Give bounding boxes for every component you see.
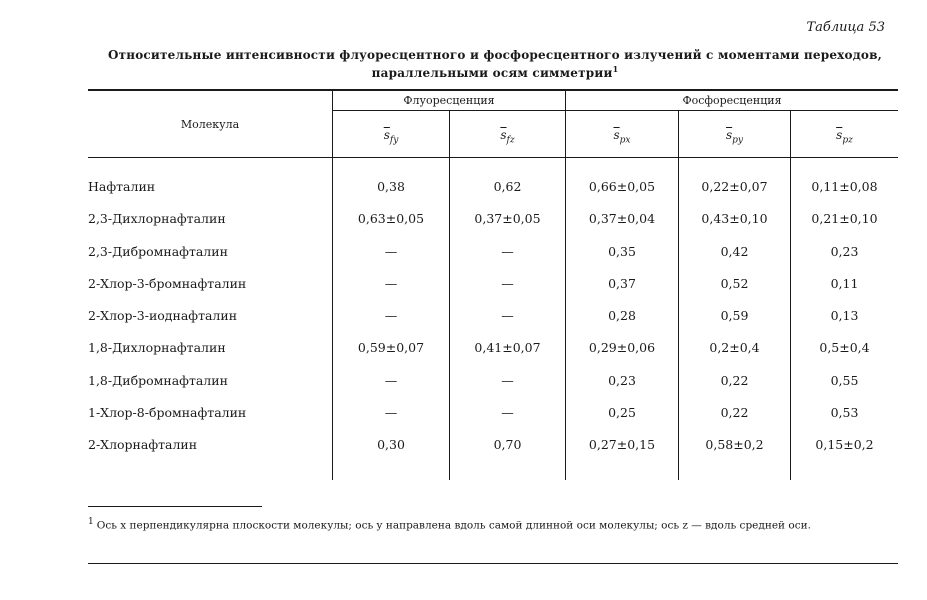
table-row <box>0 211 927 231</box>
caption-line-1: Относительные интенсивности флуоресцентного и фосфоресцентного излучений с моментами переходов, <box>107 48 883 62</box>
cell-s-pz: 0,5±0,4 <box>819 340 870 355</box>
cell-s-px: 0,23 <box>608 373 636 388</box>
cell-s-py: 0,2±0,4 <box>709 340 760 355</box>
cell-s-px: 0,37 <box>608 276 636 291</box>
cell-s-fy: — <box>384 276 398 291</box>
cell-s-fz: 0,62 <box>493 179 522 194</box>
table-row <box>0 437 927 457</box>
molecule-name: 1-Хлор-8-бромнафталин <box>88 405 247 420</box>
cell-s-pz: 0,55 <box>830 373 859 388</box>
table-row <box>0 244 927 264</box>
cell-s-fy: 0,38 <box>377 179 405 194</box>
molecule-name: 2,3-Дибромнафталин <box>88 244 228 259</box>
header-s-fy: $\overline{s}_{fy}$ <box>383 128 399 146</box>
cell-s-py: 0,43±0,10 <box>701 211 768 226</box>
cell-s-px: 0,29±0,06 <box>588 340 656 355</box>
cell-s-py: 0,59 <box>720 308 749 323</box>
cell-s-fz: — <box>501 276 514 291</box>
header-s-pz: $\overline{s}_{pz}$ <box>836 128 853 146</box>
header-molecule: Молекула <box>180 118 240 131</box>
table-row <box>0 373 927 393</box>
cell-s-px: 0,35 <box>608 244 636 259</box>
footnote-mark: 1 <box>88 517 94 527</box>
cell-s-fz: — <box>501 308 514 323</box>
footnote-separator <box>88 506 262 507</box>
molecule-name: 1,8-Дибромнафталин <box>88 373 228 388</box>
cell-s-py: 0,22 <box>720 373 749 388</box>
cell-s-py: 0,22 <box>720 405 749 420</box>
cell-s-pz: 0,13 <box>830 308 859 323</box>
molecule-name: 2-Хлорнафталин <box>88 437 198 452</box>
table-row <box>0 276 927 296</box>
cell-s-py: 0,22±0,07 <box>701 179 768 194</box>
cell-s-pz: 0,11±0,08 <box>811 179 878 194</box>
caption-line-2: параллельными осям симметрии <box>371 66 613 80</box>
header-s-px: $\overline{s}_{px}$ <box>613 128 631 146</box>
table-row <box>0 308 927 328</box>
molecule-name: Нафталин <box>88 179 156 194</box>
cell-s-pz: 0,11 <box>830 276 859 291</box>
cell-s-pz: 0,53 <box>830 405 859 420</box>
cell-s-py: 0,42 <box>720 244 749 259</box>
table-row <box>0 405 927 425</box>
cell-s-fz: — <box>501 244 514 259</box>
cell-s-fz: — <box>501 405 514 420</box>
table-row <box>0 340 927 360</box>
table-row <box>0 179 927 199</box>
caption-footnote-ref: 1 <box>612 64 619 74</box>
cell-s-fz: 0,37±0,05 <box>474 211 541 226</box>
cell-s-px: 0,28 <box>608 308 636 323</box>
cell-s-px: 0,37±0,04 <box>588 211 656 226</box>
cell-s-px: 0,66±0,05 <box>588 179 656 194</box>
group-header-rule-phosphorescence <box>566 110 898 111</box>
cell-s-px: 0,25 <box>608 405 636 420</box>
cell-s-fz: 0,70 <box>493 437 522 452</box>
table-number: Таблица 53 <box>806 20 885 35</box>
cell-s-pz: 0,23 <box>830 244 859 259</box>
cell-s-fz: 0,41±0,07 <box>474 340 541 355</box>
molecule-name: 2-Хлор-3-иоднафталин <box>88 308 238 323</box>
cell-s-fz: — <box>501 373 514 388</box>
cell-s-py: 0,58±0,2 <box>705 437 764 452</box>
table-top-rule <box>88 89 898 91</box>
cell-s-pz: 0,21±0,10 <box>811 211 878 226</box>
cell-s-fy: — <box>384 308 398 323</box>
header-bottom-rule <box>88 157 898 158</box>
cell-s-fy: — <box>384 244 398 259</box>
page-bottom-rule <box>88 563 898 564</box>
header-s-py: $\overline{s}_{py}$ <box>725 128 744 146</box>
header-phosphorescence: Фосфоресценция <box>682 94 782 107</box>
header-s-fz: $\overline{s}_{fz}$ <box>500 128 515 146</box>
molecule-name: 1,8-Дихлорнафталин <box>88 340 226 355</box>
cell-s-fy: — <box>384 373 398 388</box>
cell-s-fy: 0,30 <box>377 437 405 452</box>
molecule-name: 2,3-Дихлорнафталин <box>88 211 226 226</box>
cell-s-pz: 0,15±0,2 <box>815 437 874 452</box>
table-caption <box>95 48 895 80</box>
molecule-name: 2-Хлор-3-бромнафталин <box>88 276 247 291</box>
cell-s-fy: — <box>384 405 398 420</box>
cell-s-fy: 0,59±0,07 <box>357 340 425 355</box>
cell-s-px: 0,27±0,15 <box>588 437 656 452</box>
cell-s-fy: 0,63±0,05 <box>357 211 425 226</box>
footnote-text: Ось x перпендикулярна плоскости молекулы; ось y направлена вдоль самой длинной оси молекулы; ось z — вдоль средней оси. <box>96 519 811 532</box>
footnote <box>88 516 903 532</box>
cell-s-py: 0,52 <box>720 276 749 291</box>
header-fluorescence: Флуоресценция <box>403 94 495 107</box>
